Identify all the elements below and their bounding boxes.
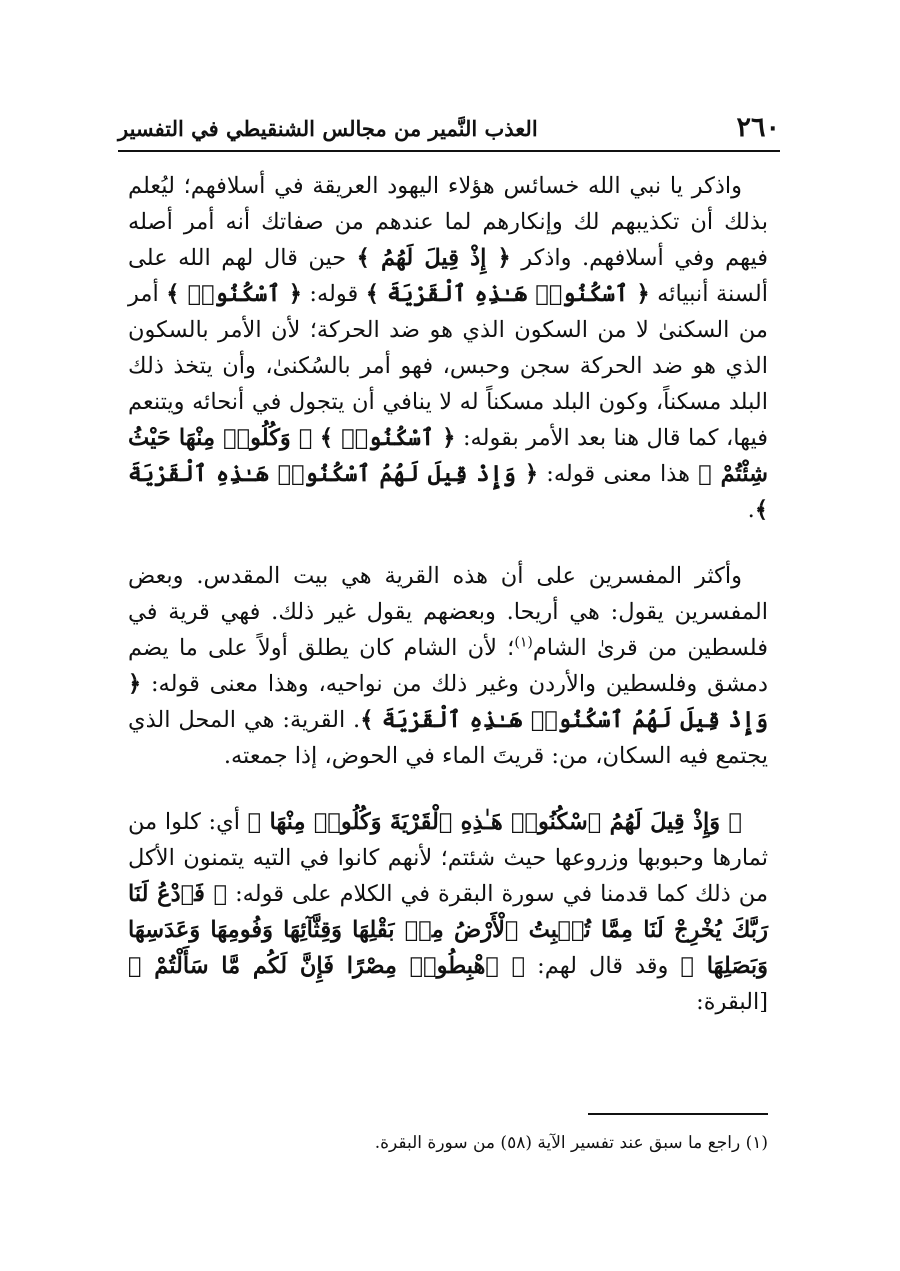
text-run: أمر من السكنىٰ لا من السكون الذي هو ضد الحركة؛ لأن الأمر بالسكون الذي هو ضد الحركة سجن وحبس، فهو أمر بالسُكنىٰ، وأن يتخذ ذلك البلد مسكناً، وكون البلد مسكناً له لا ينافي أن يتجول في أنحائه ويتنعم فيها، كما قال هنا بعد الأمر بقوله:: [128, 281, 769, 451]
quran-verse: ﴿ إِذْ قِيلَ لَهُمُ ﴾: [356, 245, 511, 271]
text-run: . القرية: هي المحل الذي يجتمع فيه السكان، من: قريتَ الماء في الحوض، إذا جمعته.: [128, 707, 768, 769]
quran-verse: ﴿ ٱهْبِطُوا۟ مِصْرًا فَإِنَّ لَكُم مَّا سَأَلْتُمْ ﴾: [128, 953, 526, 979]
text-run: هذا معنى قوله:: [538, 461, 699, 487]
paragraph-3: [128, 804, 768, 1020]
text-run: وأكثر المفسرين على أن هذه القرية هي بيت المقدس. وبعض المفسرين يقول: هي أريحا. وبعضهم يقول غير ذلك. فهي قرية في فلسطين من قرىٰ الشام: [128, 563, 768, 661]
quran-verse: ﴿ ٱسْكُنُوا۟ هَـٰذِهِ ٱلْقَرْيَةَ ﴾: [365, 281, 650, 307]
text-run: أي: كلوا من ثمارها وحبوبها وزروعها حيث شئتم؛ لأنهم كانوا في التيه يتمنون الأكل من ذلك كما قدمنا في سورة البقرة في الكلام على قوله:: [128, 809, 768, 907]
text-run: [312, 425, 319, 451]
page-header: [118, 110, 780, 150]
footnote-rule: [588, 1113, 768, 1115]
text-run: وقد قال لهم:: [525, 953, 681, 979]
quran-verse: ﴿ فَٱدْعُ لَنَا رَبَّكَ يُخْرِجْ لَنَا مِمَّا تُنۢبِتُ ٱلْأَرْضُ مِنۢ بَقْلِهَا وَقِثَّآئِهَا وَفُومِهَا وَعَدَسِهَا وَبَصَلِهَا ﴾: [128, 881, 769, 979]
footnote: (١) راجع ما سبق عند تفسير الآية (٥٨) من سورة البقرة.: [374, 1133, 768, 1153]
quran-verse: ﴿ ٱسْكُنُوا۟ ﴾: [319, 425, 456, 451]
header-rule: [118, 150, 780, 152]
quran-verse: ﴿ ٱسْكُنُوا۟ ﴾: [166, 281, 302, 307]
paragraph-1: [128, 168, 768, 528]
page-body: [128, 168, 768, 1020]
text-run: [البقرة:: [696, 989, 768, 1015]
footnote-marker: (١): [514, 634, 533, 651]
text-run: حين قال لهم الله على ألسنة أنبيائه: [128, 245, 768, 307]
text-run: .: [747, 497, 755, 523]
text-run: واذكر يا نبي الله خسائس هؤلاء اليهود العريقة في أسلافهم؛ ليُعلم بذلك أن تكذيبهم لك وإنكارهم لما عندهم من صفاتك أنه أمر أصله فيهم وفي أسلافهم. واذكر: [128, 173, 768, 271]
text-run: ؛ لأن الشام كان يطلق أولاً على ما يضم دمشق وفلسطين والأردن وغير ذلك من نواحيه، وهذا معنى قوله:: [128, 635, 768, 697]
paragraph-2: [128, 558, 768, 774]
quran-verse: ﴿ وَإِذْ قِيلَ لَهُمُ ٱسْكُنُوا۟ هَـٰذِهِ ٱلْقَرْيَةَ وَكُلُوا۟ مِنْهَا ﴾: [247, 809, 742, 835]
text-run: قوله:: [301, 281, 366, 307]
running-title: العذب النَّمير من مجالس الشنقيطي في التفسير: [118, 116, 538, 141]
page-number: ٢٦٠: [736, 112, 780, 143]
quran-verse: ﴿ وَإِذْ قِيلَ لَهُمُ ٱسْكُنُوا۟ هَـٰذِهِ ٱلْقَرْيَةَ ﴾: [128, 461, 768, 523]
quran-verse: ﴿ وَإِذْ قِيلَ لَهُمُ ٱسْكُنُوا۟ هَـٰذِهِ ٱلْقَرْيَةَ ﴾: [128, 671, 768, 733]
quran-verse: ﴿ وَكُلُوا۟ مِنْهَا حَيْثُ شِئْتُمْ ﴾: [128, 425, 768, 487]
